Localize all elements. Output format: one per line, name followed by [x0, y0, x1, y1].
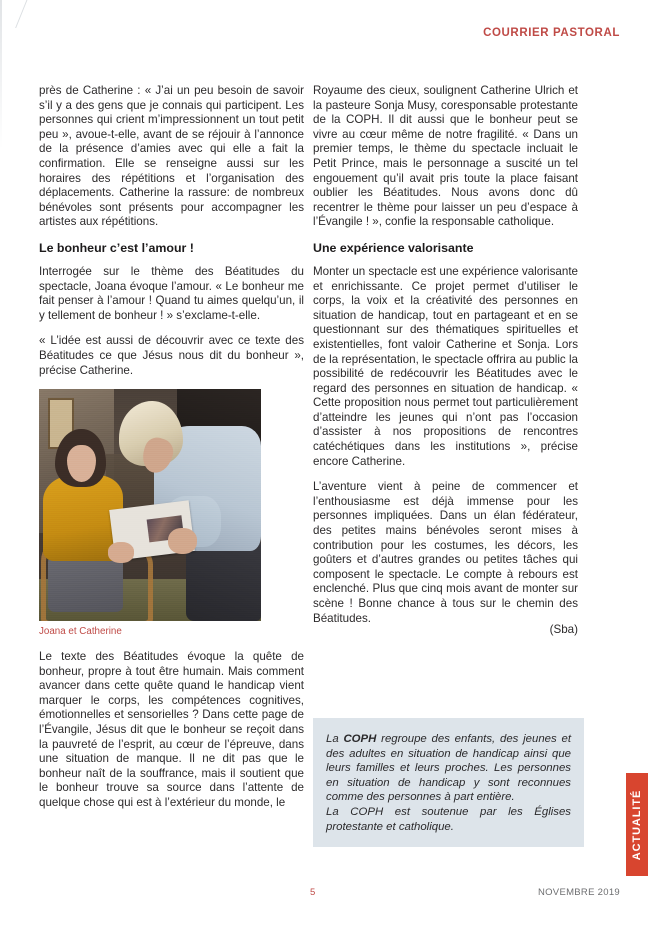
page-number: 5 [310, 887, 316, 898]
issue-date: NOVEMBRE 2019 [537, 887, 620, 898]
paragraph: Royaume des cieux, soulignent Catherine Ulrich et la pasteure Sonja Musy, coresponsable protestante de la COPH. Il dit aussi que le bonheur peut se vivre au cœur même de notre fragilité. « Dans un premier temps, le thème du spectacle incluait le Petit Prince, mais le personnage a suscité un tel engouement qu’il avait pris toute la place faisant oublier les Béatitudes. Nous avons donc dû recentrer le thème pour laisser un peu d’espace à l’Évangile ! », confie la responsable catholique. [313, 84, 578, 229]
info-box-paragraph-1 [326, 732, 571, 805]
photo-joana-et-catherine [39, 389, 261, 621]
left-column [39, 84, 304, 822]
info-box-text-prefix: La [326, 733, 344, 745]
photo-caption: Joana et Catherine [39, 626, 122, 638]
section-tab-actualite [626, 773, 648, 876]
right-column [313, 84, 578, 637]
subheading-une-experience-valorisante: Une expérience valorisante [313, 240, 474, 255]
info-box-paragraph-2: La COPH est soutenue par les Églises protestante et catholique. [326, 805, 571, 833]
coph-info-box [313, 718, 584, 847]
scan-corner-artifact [0, 0, 30, 28]
paragraph: Le texte des Béatitudes évoque la quête de bonheur, propre à tout être humain. Mais comment avancer dans cette quête quand le handicap vient marquer le corps, les compétences cognitives, émotionnelles et sensorielles ? Dans cette page de l’Évangile, Jésus dit que le bonheur se reçoit dans la pauvreté de l’esprit, au cœur de l’épreuve, dans une situation de manque. Il ne dit pas que le bonheur naît de la souffrance, mais il soutient que le bonheur trouve sa source dans l’attente de quelque chose qui est à l’extérieur du monde, le [39, 650, 304, 810]
paragraph: Interrogée sur le thème des Béatitudes du spectacle, Joana évoque l’amour. « Le bonheur me fait penser à l’amour ! Quand tu aimes quelqu’un, il y tellement de bonheur ! » s’exclame-t-elle. [39, 264, 304, 322]
info-box-coph-acronym: COPH [343, 733, 377, 745]
running-head: COURRIER PASTORAL [483, 27, 620, 39]
subheading-le-bonheur-cest-lamour: Le bonheur c’est l’amour ! [39, 240, 194, 255]
photo-figure [39, 389, 261, 638]
section-tab-label: ACTUALITÉ [631, 789, 643, 860]
paragraph: Monter un spectacle est une expérience valorisante et enrichissante. Ce projet permet d’utiliser le corps, la voix et la créativité des personnes en situation de handicap, tout en partageant et en se questionnant sur des thématiques spirituelles et existentielles, font valoir Catherine et Sonja. Lors de la représentation, le spectacle offrira au public la possibilité de redécouvrir les Béatitudes avec le regard des personnes en situation de handicap. « Cette proposition nous permet tout particulièrement d’atteindre les jeunes qui n’ont pas l’occasion d’assister à nos propositions de rencontres catéchétiques dans les institutions », précise encore Catherine. [313, 264, 578, 468]
paragraph: près de Catherine : « J’ai un peu besoin de savoir s’il y a des gens que je connais qui participent. Les personnes qui crient m’impressionnent un tout petit peu », avoue-t-elle, avant de se réjouir à l’annonce de la présence d’amies avec qui elle a fait la confirmation. Elle se renseigne aussi sur les horaires des répétitions et l’organisation des déplacements. Catherine la rassure: de nombreux bénévoles sont présents pour accompagner les artistes aux répétitions. [39, 84, 304, 229]
info-box-text-rest: regroupe des enfants, des jeunes et des adultes en situation de handicap ainsi que leurs familles et leurs proches. Les personnes en situation de handicap y sont reconnues comme des personnes à part entière. [326, 733, 571, 804]
scan-edge-artifact [0, 0, 2, 932]
article-byline: (Sba) [549, 622, 578, 636]
photo-grain-overlay [39, 389, 261, 621]
paragraph: « L’idée est aussi de découvrir avec ce texte des Béatitudes ce que Jésus nous dit du bonheur », précise Catherine. [39, 334, 304, 377]
paragraph: L’aventure vient à peine de commencer et l’enthousiasme est déjà immense pour les personnes impliquées. Dans un élan fédérateur, des petites mains bénévoles seront mises à contribution pour les costumes, les décors, les goûters et d’autres grandes ou petites tâches qui composent le spectacle. Le compte à rebours est enclenché. Plus que cinq mois avant de monter sur scène ! Bonne chance à tous sur le chemin des Béatitudes. [313, 480, 578, 625]
